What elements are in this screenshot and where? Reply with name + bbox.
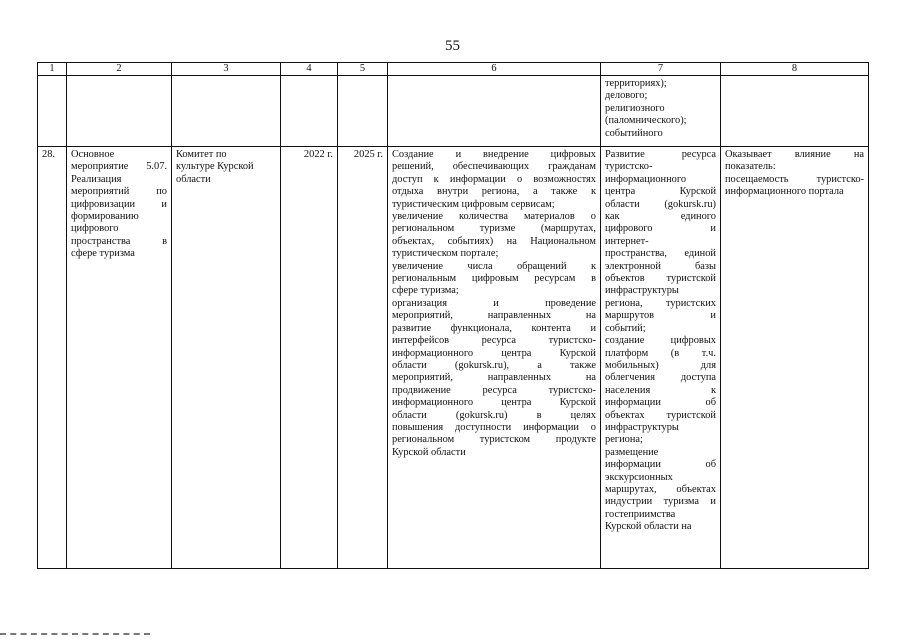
- text-line: делового;: [605, 90, 648, 102]
- text-line: информационного: [605, 173, 687, 185]
- cont-cell-3: [172, 76, 281, 147]
- text-line: мероприятий, направленных на: [392, 372, 596, 384]
- column-number-6: 6: [388, 63, 601, 76]
- text-line: информационного центра Курской: [392, 397, 596, 409]
- text-line: мероприятий по: [71, 186, 167, 198]
- text-line: культуре Курской: [176, 161, 254, 173]
- text-line: территориях);: [605, 78, 667, 89]
- text-line: посещаемость туристско-: [725, 173, 864, 185]
- text-line: региона, туристских: [605, 297, 716, 309]
- cont-cell-7: [601, 76, 721, 147]
- text-line: области (gokursk.ru), а также: [392, 359, 596, 371]
- text-line: населения к: [605, 384, 716, 396]
- text-line: маршрутов и: [605, 310, 716, 322]
- expected-result: [605, 149, 716, 566]
- text-line: решений, обеспечивающих гражданам: [392, 161, 596, 173]
- text-line: области: [176, 173, 211, 185]
- text-line: повышения доступности информации о: [392, 421, 596, 433]
- text-line: организация и проведение: [392, 297, 596, 309]
- result-cell: [601, 147, 721, 569]
- column-number-row: [38, 63, 869, 76]
- text-line: гостеприимства: [605, 508, 676, 520]
- text-line: интернет-: [605, 235, 649, 247]
- cont-cell-5: [338, 76, 388, 147]
- continuation-row: [38, 76, 869, 147]
- text-line: (паломнического);: [605, 115, 687, 127]
- start-year: 2022 г.: [281, 147, 338, 569]
- text-line: маршрутах, объектах: [605, 483, 716, 495]
- text-line: индустрии туризма и: [605, 496, 716, 508]
- text-line: мероприятие 5.07.: [71, 161, 167, 173]
- text-line: мобильных) для: [605, 359, 716, 371]
- description-cell: [388, 147, 601, 569]
- text-line: Оказывает влияние на: [725, 149, 864, 160]
- text-line: развитие функционала, контента и: [392, 322, 596, 334]
- cont-cell-2: [67, 76, 172, 147]
- column-number-3: 3: [172, 63, 281, 76]
- text-line: информации об: [605, 459, 716, 471]
- text-line: формированию: [71, 211, 139, 223]
- row-number: 28.: [38, 147, 67, 569]
- text-line: религиозного: [605, 102, 665, 114]
- page-number: 55: [445, 38, 460, 54]
- text-line: области (gokursk.ru): [605, 198, 716, 210]
- cont-cell-1: [38, 76, 67, 147]
- text-line: объектах туристской: [605, 409, 716, 421]
- text-line: показатель:: [725, 161, 776, 173]
- text-line: региона;: [605, 434, 643, 446]
- text-line: Основное: [71, 149, 115, 160]
- text-line: электронной базы: [605, 260, 716, 272]
- column-number-8: 8: [721, 63, 869, 76]
- column-number-5: 5: [338, 63, 388, 76]
- text-line: создание цифровых: [605, 335, 716, 347]
- text-line: событийного: [605, 127, 663, 139]
- text-line: туристско-: [605, 161, 653, 173]
- text-line: сфере туризма;: [392, 285, 459, 297]
- text-line: отдыха внутри региона, а также к: [392, 186, 596, 198]
- column-number-4: 4: [281, 63, 338, 76]
- text-line: региональном туризме (маршрутах,: [392, 223, 596, 235]
- text-line: инфраструктуры: [605, 421, 679, 433]
- cont-cell-4: [281, 76, 338, 147]
- text-line: туристическом портале;: [392, 248, 499, 260]
- text-line: Создание и внедрение цифровых: [392, 149, 596, 160]
- text-line: как единого: [605, 211, 716, 223]
- text-line: Реализация: [71, 173, 122, 185]
- text-line: мероприятий, направленных на: [392, 310, 596, 322]
- text-line: цифрового: [71, 223, 119, 235]
- text-line: центра Курской: [605, 186, 716, 198]
- table-row: [38, 147, 869, 569]
- text-line: объектах, событиях) на Национальном: [392, 235, 596, 247]
- text-line: событий;: [605, 322, 646, 334]
- text-line: увеличение количества материалов о: [392, 211, 596, 223]
- text-line: Курской области на: [605, 521, 692, 533]
- text-line: интерфейсов ресурса туристско-: [392, 335, 596, 347]
- cont-result-text: [605, 78, 716, 140]
- text-line: доступ к информации о возможностях: [392, 173, 596, 185]
- text-line: Комитет по: [176, 149, 227, 160]
- text-line: информации об: [605, 397, 716, 409]
- text-line: региональным цифровым ресурсам в: [392, 273, 596, 285]
- text-line: цифрового и: [605, 223, 716, 235]
- text-line: экскурсионных: [605, 471, 673, 483]
- text-line: информационного центра Курской: [392, 347, 596, 359]
- activity-name: [71, 149, 167, 261]
- text-line: объектов туристской: [605, 273, 716, 285]
- text-line: цифровизации и: [71, 198, 167, 210]
- text-line: Курской области: [392, 446, 466, 458]
- text-line: увеличение числа обращений к: [392, 260, 596, 272]
- text-line: информационного портала: [725, 186, 844, 198]
- text-line: области (gokursk.ru) в целях: [392, 409, 596, 421]
- column-number-1: 1: [38, 63, 67, 76]
- text-line: региональном туристском продукте: [392, 434, 596, 446]
- end-year: 2025 г.: [338, 147, 388, 569]
- text-line: пространства, единой: [605, 248, 716, 260]
- text-line: сфере туризма: [71, 248, 135, 260]
- executor-cell: [172, 147, 281, 569]
- text-line: инфраструктуры: [605, 285, 679, 297]
- text-line: облегчения доступа: [605, 372, 716, 384]
- scan-edge-mark: [0, 633, 150, 637]
- text-line: туристическим цифровым сервисам;: [392, 198, 555, 210]
- text-line: продвижение ресурса туристско-: [392, 384, 596, 396]
- cont-cell-6: [388, 76, 601, 147]
- activity-name-cell: [67, 147, 172, 569]
- executor: [176, 149, 276, 186]
- activity-description: [392, 149, 596, 459]
- text-line: платформ (в т.ч.: [605, 347, 716, 359]
- text-line: пространства в: [71, 235, 167, 247]
- indicator-cell: [721, 147, 869, 569]
- column-number-2: 2: [67, 63, 172, 76]
- cont-cell-8: [721, 76, 869, 147]
- text-line: Развитие ресурса: [605, 149, 716, 160]
- indicator-link: [725, 149, 864, 199]
- activities-table: [37, 62, 869, 569]
- column-number-7: 7: [601, 63, 721, 76]
- text-line: размещение: [605, 446, 659, 458]
